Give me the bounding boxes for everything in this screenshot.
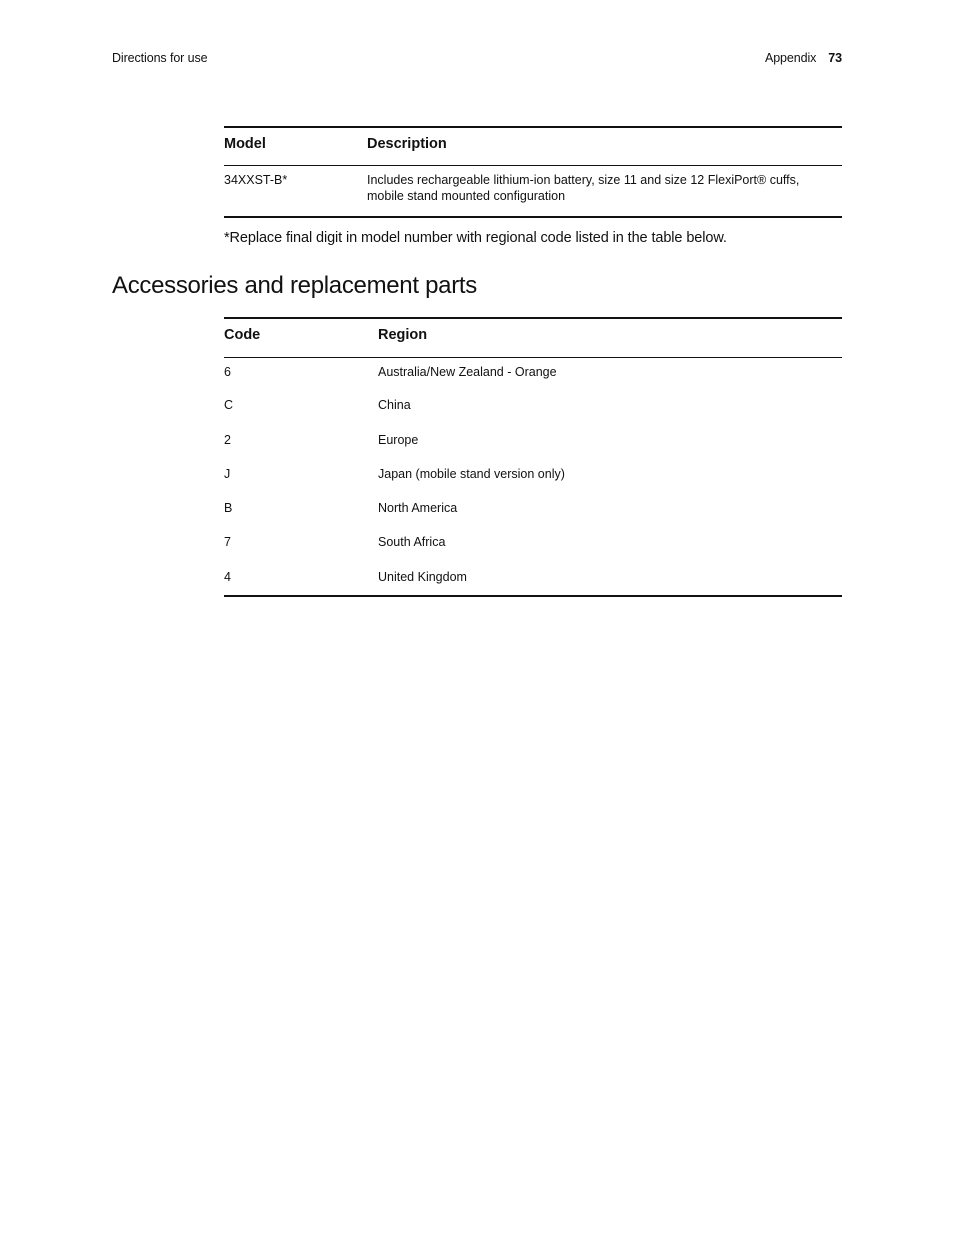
region-code-table xyxy=(224,317,842,597)
code-cell: J xyxy=(224,466,231,481)
region-cell: China xyxy=(378,398,411,413)
table-row xyxy=(224,426,842,460)
model-cell: 34XXST-B* xyxy=(224,172,288,187)
footnote: *Replace final digit in model number with regional code listed in the table below. xyxy=(224,230,727,246)
code-cell: 2 xyxy=(224,432,231,447)
description-line: Includes rechargeable lithium-ion battery, size 11 and size 12 FlexiPort® cuffs, xyxy=(367,172,800,187)
code-cell: 6 xyxy=(224,364,231,379)
model-table xyxy=(224,126,842,218)
code-cell: 7 xyxy=(224,535,231,550)
region-cell: Australia/New Zealand - Orange xyxy=(378,364,557,379)
table-row xyxy=(224,357,842,391)
code-cell: C xyxy=(224,398,234,413)
code-cell: 4 xyxy=(224,569,231,584)
column-header-model: Model xyxy=(224,127,367,165)
model-table-header-row xyxy=(224,127,842,165)
page-number: 73 xyxy=(828,51,842,65)
region-cell: North America xyxy=(378,501,458,516)
table-row xyxy=(224,494,842,528)
running-header-section: Appendix xyxy=(764,51,817,65)
region-cell: Europe xyxy=(378,432,419,447)
table-row xyxy=(224,528,842,562)
region-table-header-row xyxy=(224,318,842,357)
column-header-description: Description xyxy=(367,127,842,165)
column-header-code: Code xyxy=(224,318,378,357)
column-header-region: Region xyxy=(378,318,842,357)
table-row xyxy=(224,563,842,596)
description-cell xyxy=(367,165,842,217)
region-cell: United Kingdom xyxy=(378,569,467,584)
code-cell: B xyxy=(224,501,233,516)
region-cell: Japan (mobile stand version only) xyxy=(378,466,565,481)
region-cell: South Africa xyxy=(378,535,446,550)
section-heading: Accessories and replacement parts xyxy=(112,272,477,299)
running-header-title: Directions for use xyxy=(112,51,208,65)
running-header-right xyxy=(765,51,842,65)
table-row xyxy=(224,165,842,217)
description-line: mobile stand mounted configuration xyxy=(367,188,566,203)
table-row xyxy=(224,391,842,425)
table-row xyxy=(224,460,842,494)
